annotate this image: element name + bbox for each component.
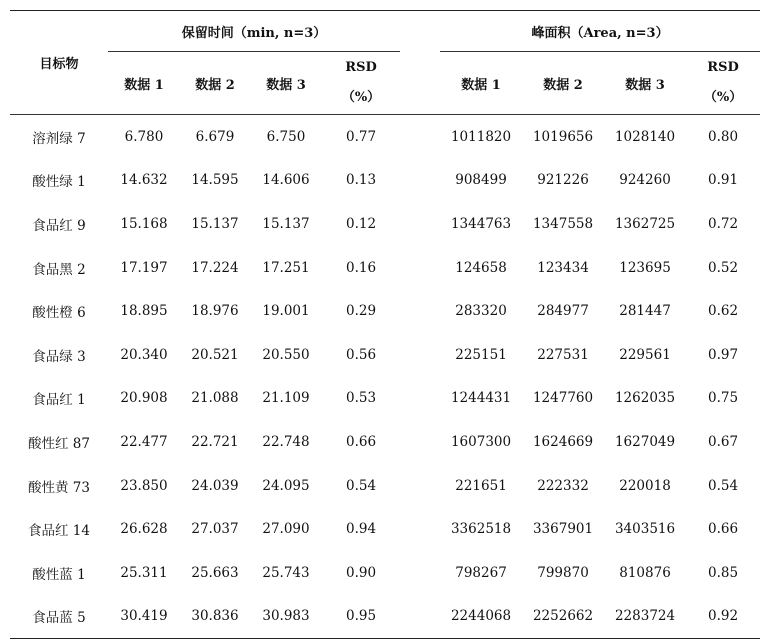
area-data3-cell: 3403516 [614,521,676,538]
table-body [10,115,760,639]
area-data1-cell: 908499 [455,172,507,189]
area-rsd-cell: 0.92 [708,608,739,625]
header-area-rsd [686,52,760,115]
area-data2-cell: 2252662 [532,608,594,625]
rt-data3-cell: 15.137 [262,215,310,232]
rt-data3-cell: 30.983 [262,608,310,625]
rt-data3-cell: 24.095 [262,477,310,494]
area-data3-cell: 229561 [619,346,671,363]
area-data3-cell: 924260 [619,172,671,189]
area-data2-cell: 227531 [537,346,589,363]
target-name-cell: 食品绿 3 [32,348,86,365]
area-data1-cell: 283320 [455,303,507,320]
header-area-data3: 数据 3 [604,52,686,115]
table-row [10,333,760,377]
area-data1-cell: 1244431 [450,390,512,407]
rt-data2-cell: 27.037 [191,521,239,538]
area-rsd-cell: 0.52 [708,259,739,276]
area-data2-cell: 1347558 [532,215,594,232]
target-name-cell: 酸性黄 73 [28,479,90,496]
target-name-cell: 酸性橙 6 [32,305,86,322]
area-data3-cell: 281447 [619,303,671,320]
rt-data1-cell: 14.632 [120,172,168,189]
spacer-cell [400,464,440,508]
header-rt-data2: 数据 2 [180,52,250,115]
area-rsd-cell: 0.97 [708,346,739,363]
area-data3-cell: 2283724 [614,608,676,625]
area-data3-cell: 123695 [619,259,671,276]
spacer-cell [400,595,440,639]
area-data3-cell: 1627049 [614,433,676,450]
area-data2-cell: 1624669 [532,433,594,450]
area-data2-cell: 284977 [537,303,589,320]
spacer-cell [400,333,440,377]
area-data2-cell: 921226 [537,172,589,189]
rt-data1-cell: 22.477 [120,433,168,450]
rt-rsd-cell: 0.56 [345,346,377,363]
table-row [10,115,760,159]
area-rsd-cell: 0.85 [708,564,739,581]
area-rsd-cell: 0.80 [708,128,739,145]
rt-rsd-cell: 0.12 [345,215,377,232]
rt-data3-cell: 17.251 [262,259,310,276]
rt-rsd-cell: 0.77 [345,128,377,145]
header-retention-group: 保留时间（min, n=3） [108,11,400,52]
area-data1-cell: 1344763 [450,215,512,232]
table-row [10,420,760,464]
area-rsd-cell: 0.75 [708,390,739,407]
area-data1-cell: 1011820 [450,128,512,145]
header-rt-data3: 数据 3 [250,52,322,115]
rt-data2-cell: 22.721 [191,433,239,450]
header-rt-data1: 数据 1 [108,52,180,115]
target-name-cell: 食品红 1 [32,392,86,409]
spacer-cell [400,507,440,551]
rt-rsd-cell: 0.66 [345,433,377,450]
rt-data2-cell: 18.976 [191,303,239,320]
spacer-cell [400,246,440,290]
area-data2-cell: 123434 [537,259,589,276]
table-row [10,289,760,333]
rt-data2-cell: 24.039 [191,477,239,494]
area-data3-cell: 810876 [619,564,671,581]
area-data1-cell: 2244068 [450,608,512,625]
target-name-cell: 食品红 14 [28,523,90,540]
area-data1-cell: 124658 [455,259,507,276]
rt-rsd-cell: 0.16 [345,259,377,276]
data-table [10,10,760,639]
rt-rsd-cell: 0.53 [345,390,377,407]
header-spacer [400,11,440,52]
area-rsd-cell: 0.62 [708,303,739,320]
header-area-rsd-unit: （%） [703,90,743,105]
area-data1-cell: 225151 [455,346,507,363]
area-data1-cell: 798267 [455,564,507,581]
rt-data2-cell: 20.521 [191,346,239,363]
header-area-data1: 数据 1 [440,52,522,115]
area-data2-cell: 799870 [537,564,589,581]
rt-data1-cell: 15.168 [120,215,168,232]
table-row [10,159,760,203]
table-row [10,202,760,246]
rt-data1-cell: 26.628 [120,521,168,538]
header-target: 目标物 [10,11,108,115]
spacer-cell [400,115,440,159]
area-rsd-cell: 0.66 [708,521,739,538]
area-rsd-cell: 0.67 [708,433,739,450]
rt-data3-cell: 19.001 [262,303,310,320]
area-data2-cell: 1019656 [532,128,594,145]
header-spacer-2 [400,52,440,115]
rt-data2-cell: 6.679 [195,128,235,145]
area-rsd-cell: 0.91 [708,172,739,189]
table-row [10,377,760,421]
rt-data1-cell: 23.850 [120,477,168,494]
target-name-cell: 食品红 9 [32,217,86,234]
rt-data1-cell: 30.419 [120,608,168,625]
table-row [10,551,760,595]
rt-data1-cell: 6.780 [124,128,164,145]
header-area-rsd-label: RSD [707,60,739,75]
table-row [10,246,760,290]
rt-data1-cell: 20.340 [120,346,168,363]
rt-data3-cell: 27.090 [262,521,310,538]
spacer-cell [400,289,440,333]
rt-rsd-cell: 0.90 [345,564,377,581]
table-row [10,507,760,551]
rt-data2-cell: 30.836 [191,608,239,625]
target-name-cell: 食品蓝 5 [32,610,86,627]
spacer-cell [400,377,440,421]
area-rsd-cell: 0.72 [708,215,739,232]
header-area-group: 峰面积（Area, n=3） [440,11,760,52]
target-name-cell: 酸性蓝 1 [32,566,86,583]
header-rt-rsd-unit: （%） [341,90,381,105]
area-rsd-cell: 0.54 [708,477,739,494]
rt-rsd-cell: 0.95 [345,608,377,625]
rt-data3-cell: 14.606 [262,172,310,189]
rt-data3-cell: 20.550 [262,346,310,363]
spacer-cell [400,202,440,246]
rt-data1-cell: 17.197 [120,259,168,276]
table-row [10,464,760,508]
rt-data2-cell: 17.224 [191,259,239,276]
target-name-cell: 酸性绿 1 [32,174,86,191]
rt-rsd-cell: 0.13 [345,172,377,189]
rt-data2-cell: 21.088 [191,390,239,407]
header-rt-rsd-label: RSD [345,60,377,75]
area-data3-cell: 1028140 [614,128,676,145]
rt-data1-cell: 20.908 [120,390,168,407]
area-data1-cell: 221651 [455,477,507,494]
area-data3-cell: 1262035 [614,390,676,407]
area-data2-cell: 222332 [537,477,589,494]
area-data2-cell: 3367901 [532,521,594,538]
rt-data3-cell: 6.750 [266,128,306,145]
rt-data2-cell: 15.137 [191,215,239,232]
target-name-cell: 溶剂绿 7 [32,130,86,147]
target-name-cell: 食品黑 2 [32,261,86,278]
spacer-cell [400,159,440,203]
header-area-data2: 数据 2 [522,52,604,115]
rt-data2-cell: 25.663 [191,564,239,581]
table-row [10,595,760,639]
spacer-cell [400,420,440,464]
rt-data3-cell: 25.743 [262,564,310,581]
rt-rsd-cell: 0.94 [345,521,377,538]
rt-data3-cell: 21.109 [262,390,310,407]
rt-rsd-cell: 0.29 [345,303,377,320]
target-name-cell: 酸性红 87 [28,435,90,452]
header-rt-rsd [322,52,400,115]
area-data3-cell: 220018 [619,477,671,494]
rt-data3-cell: 22.748 [262,433,310,450]
area-data1-cell: 1607300 [450,433,512,450]
rt-data1-cell: 25.311 [120,564,168,581]
rt-data1-cell: 18.895 [120,303,168,320]
area-data3-cell: 1362725 [614,215,676,232]
rt-rsd-cell: 0.54 [345,477,377,494]
area-data2-cell: 1247760 [532,390,594,407]
area-data1-cell: 3362518 [450,521,512,538]
spacer-cell [400,551,440,595]
rt-data2-cell: 14.595 [191,172,239,189]
